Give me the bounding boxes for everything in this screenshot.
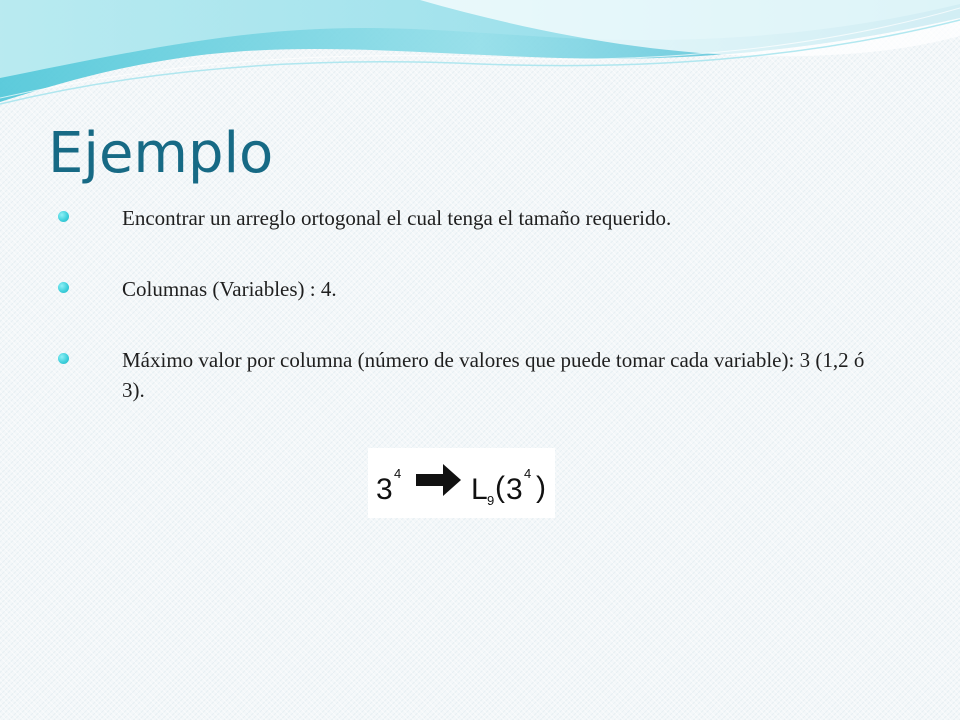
formula-exponent: 4 (394, 466, 402, 481)
result-subscript: 9 (487, 493, 495, 508)
result-base: 3 (506, 473, 523, 506)
formula-graphic (368, 448, 555, 518)
bullet-text: Encontrar un arreglo ortogonal el cual tenga el tamaño requerido. (122, 206, 672, 230)
bullet-item (58, 345, 878, 405)
bullet-dot-icon (58, 211, 69, 222)
result-close-paren: ) (536, 471, 546, 504)
right-arrow-icon (416, 464, 461, 496)
bullet-text: Máximo valor por columna (número de valores que puede tomar cada variable): 3 (1,2 ó 3). (122, 348, 865, 402)
bullet-dot-icon (58, 353, 69, 364)
bullet-text: Columnas (Variables) : 4. (122, 277, 337, 301)
bullet-list (58, 203, 878, 405)
bullet-dot-icon (58, 282, 69, 293)
header-wave-decoration (0, 0, 960, 120)
formula-image (368, 448, 555, 518)
bullet-item (58, 203, 878, 233)
formula-base: 3 (376, 473, 393, 506)
slide-title: Ejemplo (48, 121, 274, 186)
result-letter: L (471, 473, 488, 506)
result-exponent: 4 (524, 466, 532, 481)
bullet-item (58, 274, 878, 304)
result-open-paren: ( (495, 471, 505, 504)
